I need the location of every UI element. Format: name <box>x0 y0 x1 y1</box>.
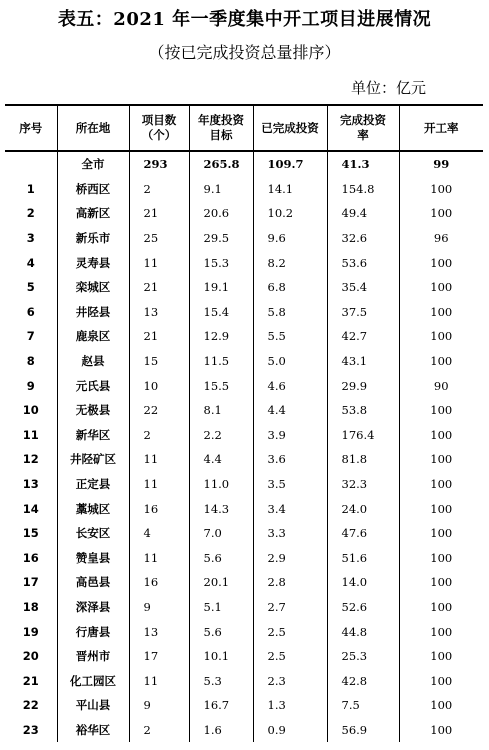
table-row <box>5 472 483 497</box>
cell-seq: 17 <box>5 570 57 595</box>
table-row <box>5 177 483 202</box>
table-row <box>5 619 483 644</box>
cell-target: 5.6 <box>189 619 253 644</box>
table-row <box>5 693 483 718</box>
cell-location: 裕华区 <box>57 718 129 743</box>
cell-target: 19.1 <box>189 275 253 300</box>
cell-rate: 154.8 <box>327 177 399 202</box>
cell-start-rate: 100 <box>399 275 483 300</box>
cell-completed: 3.6 <box>253 447 327 472</box>
cell-location: 深泽县 <box>57 595 129 620</box>
cell-seq: 15 <box>5 521 57 546</box>
cell-target: 5.1 <box>189 595 253 620</box>
cell-rate: 37.5 <box>327 300 399 325</box>
cell-location: 赵县 <box>57 349 129 374</box>
cell-rate: 35.4 <box>327 275 399 300</box>
cell-seq: 22 <box>5 693 57 718</box>
cell-seq: 19 <box>5 619 57 644</box>
cell-location: 栾城区 <box>57 275 129 300</box>
cell-rate: 7.5 <box>327 693 399 718</box>
cell-location: 化工园区 <box>57 668 129 693</box>
cell-location: 井陉矿区 <box>57 447 129 472</box>
cell-projects: 11 <box>129 250 189 275</box>
cell-rate: 42.8 <box>327 668 399 693</box>
cell-completed: 3.9 <box>253 423 327 448</box>
cell-projects: 11 <box>129 447 189 472</box>
cell-location: 元氏县 <box>57 373 129 398</box>
cell-rate: 24.0 <box>327 496 399 521</box>
cell-start-rate: 96 <box>399 226 483 251</box>
cell-seq: 5 <box>5 275 57 300</box>
cell-start-rate: 100 <box>399 595 483 620</box>
header-target: 年度投资 目标 <box>189 105 253 151</box>
cell-location: 新华区 <box>57 423 129 448</box>
cell-seq: 10 <box>5 398 57 423</box>
cell-completed: 5.5 <box>253 324 327 349</box>
unit-label: 单位：亿元 <box>350 79 426 97</box>
cell-completed: 2.8 <box>253 570 327 595</box>
cell-target: 9.1 <box>189 177 253 202</box>
cell-projects: 2 <box>129 423 189 448</box>
cell-target: 11.5 <box>189 349 253 374</box>
cell-rate: 14.0 <box>327 570 399 595</box>
page-subtitle: （按已完成投资总量排序） <box>148 43 341 62</box>
cell-projects: 25 <box>129 226 189 251</box>
cell-seq: 23 <box>5 718 57 743</box>
cell-start-rate: 100 <box>399 496 483 521</box>
cell-seq: 13 <box>5 472 57 497</box>
cell-rate: 32.3 <box>327 472 399 497</box>
cell-start-rate: 99 <box>399 151 483 177</box>
cell-location: 高邑县 <box>57 570 129 595</box>
cell-rate: 42.7 <box>327 324 399 349</box>
cell-rate: 56.9 <box>327 718 399 743</box>
cell-start-rate: 100 <box>399 349 483 374</box>
table-row <box>5 595 483 620</box>
header-seq: 序号 <box>5 105 57 151</box>
cell-target: 20.6 <box>189 201 253 226</box>
cell-target: 1.6 <box>189 718 253 743</box>
header-projects: 项目数 （个） <box>129 105 189 151</box>
cell-completed: 2.5 <box>253 619 327 644</box>
cell-target: 29.5 <box>189 226 253 251</box>
cell-seq: 3 <box>5 226 57 251</box>
cell-target: 2.2 <box>189 423 253 448</box>
cell-location: 桥西区 <box>57 177 129 202</box>
cell-seq: 18 <box>5 595 57 620</box>
cell-location: 正定县 <box>57 472 129 497</box>
cell-seq: 16 <box>5 546 57 571</box>
cell-location: 行唐县 <box>57 619 129 644</box>
cell-target: 5.6 <box>189 546 253 571</box>
cell-target: 16.7 <box>189 693 253 718</box>
progress-table <box>5 104 483 742</box>
cell-completed: 3.3 <box>253 521 327 546</box>
cell-rate: 43.1 <box>327 349 399 374</box>
cell-rate: 29.9 <box>327 373 399 398</box>
cell-seq: 6 <box>5 300 57 325</box>
cell-location: 长安区 <box>57 521 129 546</box>
cell-location: 晋州市 <box>57 644 129 669</box>
table-row <box>5 570 483 595</box>
cell-seq <box>5 151 57 177</box>
table-row <box>5 423 483 448</box>
cell-rate: 51.6 <box>327 546 399 571</box>
cell-start-rate: 100 <box>399 644 483 669</box>
cell-target: 7.0 <box>189 521 253 546</box>
cell-seq: 14 <box>5 496 57 521</box>
table-row <box>5 546 483 571</box>
cell-completed: 3.4 <box>253 496 327 521</box>
cell-start-rate: 100 <box>399 423 483 448</box>
cell-rate: 47.6 <box>327 521 399 546</box>
cell-start-rate: 100 <box>399 324 483 349</box>
cell-start-rate: 100 <box>399 619 483 644</box>
cell-location: 灵寿县 <box>57 250 129 275</box>
cell-target: 14.3 <box>189 496 253 521</box>
cell-start-rate: 100 <box>399 570 483 595</box>
cell-projects: 21 <box>129 324 189 349</box>
cell-seq: 2 <box>5 201 57 226</box>
cell-completed: 1.3 <box>253 693 327 718</box>
cell-completed: 2.7 <box>253 595 327 620</box>
cell-rate: 53.6 <box>327 250 399 275</box>
table-row <box>5 275 483 300</box>
table-row <box>5 226 483 251</box>
cell-seq: 1 <box>5 177 57 202</box>
cell-start-rate: 100 <box>399 300 483 325</box>
table-row <box>5 349 483 374</box>
cell-start-rate: 100 <box>399 546 483 571</box>
cell-location: 平山县 <box>57 693 129 718</box>
cell-projects: 293 <box>129 151 189 177</box>
table-header-row <box>5 105 483 151</box>
cell-start-rate: 90 <box>399 373 483 398</box>
cell-projects: 9 <box>129 693 189 718</box>
table-row <box>5 324 483 349</box>
cell-rate: 52.6 <box>327 595 399 620</box>
cell-rate: 81.8 <box>327 447 399 472</box>
cell-target: 12.9 <box>189 324 253 349</box>
cell-location: 高新区 <box>57 201 129 226</box>
cell-projects: 13 <box>129 619 189 644</box>
cell-completed: 5.0 <box>253 349 327 374</box>
cell-seq: 20 <box>5 644 57 669</box>
header-rate: 完成投资 率 <box>327 105 399 151</box>
total-row <box>5 151 483 177</box>
cell-location: 新乐市 <box>57 226 129 251</box>
cell-completed: 8.2 <box>253 250 327 275</box>
cell-location: 井陉县 <box>57 300 129 325</box>
cell-projects: 16 <box>129 496 189 521</box>
cell-completed: 109.7 <box>253 151 327 177</box>
cell-rate: 44.8 <box>327 619 399 644</box>
cell-location: 鹿泉区 <box>57 324 129 349</box>
cell-projects: 11 <box>129 472 189 497</box>
cell-rate: 176.4 <box>327 423 399 448</box>
table-row <box>5 447 483 472</box>
cell-start-rate: 100 <box>399 447 483 472</box>
cell-target: 10.1 <box>189 644 253 669</box>
cell-completed: 4.6 <box>253 373 327 398</box>
cell-projects: 15 <box>129 349 189 374</box>
cell-seq: 21 <box>5 668 57 693</box>
cell-projects: 4 <box>129 521 189 546</box>
cell-projects: 22 <box>129 398 189 423</box>
cell-target: 11.0 <box>189 472 253 497</box>
cell-target: 15.5 <box>189 373 253 398</box>
cell-location: 全市 <box>57 151 129 177</box>
cell-completed: 2.5 <box>253 644 327 669</box>
cell-seq: 4 <box>5 250 57 275</box>
cell-projects: 13 <box>129 300 189 325</box>
cell-rate: 49.4 <box>327 201 399 226</box>
cell-start-rate: 100 <box>399 693 483 718</box>
cell-projects: 11 <box>129 668 189 693</box>
cell-rate: 32.6 <box>327 226 399 251</box>
cell-target: 5.3 <box>189 668 253 693</box>
cell-seq: 11 <box>5 423 57 448</box>
table-row <box>5 250 483 275</box>
cell-start-rate: 100 <box>399 718 483 743</box>
cell-target: 15.4 <box>189 300 253 325</box>
cell-projects: 21 <box>129 201 189 226</box>
cell-start-rate: 100 <box>399 250 483 275</box>
cell-target: 4.4 <box>189 447 253 472</box>
cell-start-rate: 100 <box>399 472 483 497</box>
cell-seq: 7 <box>5 324 57 349</box>
cell-seq: 12 <box>5 447 57 472</box>
cell-projects: 10 <box>129 373 189 398</box>
cell-completed: 2.9 <box>253 546 327 571</box>
cell-projects: 21 <box>129 275 189 300</box>
table-row <box>5 718 483 743</box>
table-row <box>5 300 483 325</box>
table-row <box>5 373 483 398</box>
cell-rate: 41.3 <box>327 151 399 177</box>
cell-start-rate: 100 <box>399 177 483 202</box>
cell-location: 藁城区 <box>57 496 129 521</box>
header-completed: 已完成投资 <box>253 105 327 151</box>
cell-completed: 4.4 <box>253 398 327 423</box>
cell-start-rate: 100 <box>399 398 483 423</box>
cell-location: 无极县 <box>57 398 129 423</box>
page-title: 表五：2021 年一季度集中开工项目进展情况 <box>57 9 432 30</box>
cell-target: 15.3 <box>189 250 253 275</box>
cell-completed: 5.8 <box>253 300 327 325</box>
cell-completed: 6.8 <box>253 275 327 300</box>
header-start-rate: 开工率 <box>399 105 483 151</box>
cell-projects: 11 <box>129 546 189 571</box>
header-location: 所在地 <box>57 105 129 151</box>
cell-start-rate: 100 <box>399 521 483 546</box>
cell-rate: 53.8 <box>327 398 399 423</box>
cell-completed: 3.5 <box>253 472 327 497</box>
cell-projects: 2 <box>129 177 189 202</box>
cell-seq: 9 <box>5 373 57 398</box>
cell-rate: 25.3 <box>327 644 399 669</box>
cell-projects: 16 <box>129 570 189 595</box>
cell-start-rate: 100 <box>399 201 483 226</box>
cell-target: 265.8 <box>189 151 253 177</box>
cell-completed: 2.3 <box>253 668 327 693</box>
table-row <box>5 201 483 226</box>
cell-start-rate: 100 <box>399 668 483 693</box>
table-row <box>5 496 483 521</box>
cell-completed: 14.1 <box>253 177 327 202</box>
table-row <box>5 521 483 546</box>
cell-seq: 8 <box>5 349 57 374</box>
table-row <box>5 668 483 693</box>
cell-target: 8.1 <box>189 398 253 423</box>
cell-projects: 17 <box>129 644 189 669</box>
cell-target: 20.1 <box>189 570 253 595</box>
cell-projects: 9 <box>129 595 189 620</box>
table-row <box>5 644 483 669</box>
cell-completed: 10.2 <box>253 201 327 226</box>
cell-completed: 0.9 <box>253 718 327 743</box>
table-row <box>5 398 483 423</box>
cell-projects: 2 <box>129 718 189 743</box>
cell-location: 赞皇县 <box>57 546 129 571</box>
cell-completed: 9.6 <box>253 226 327 251</box>
